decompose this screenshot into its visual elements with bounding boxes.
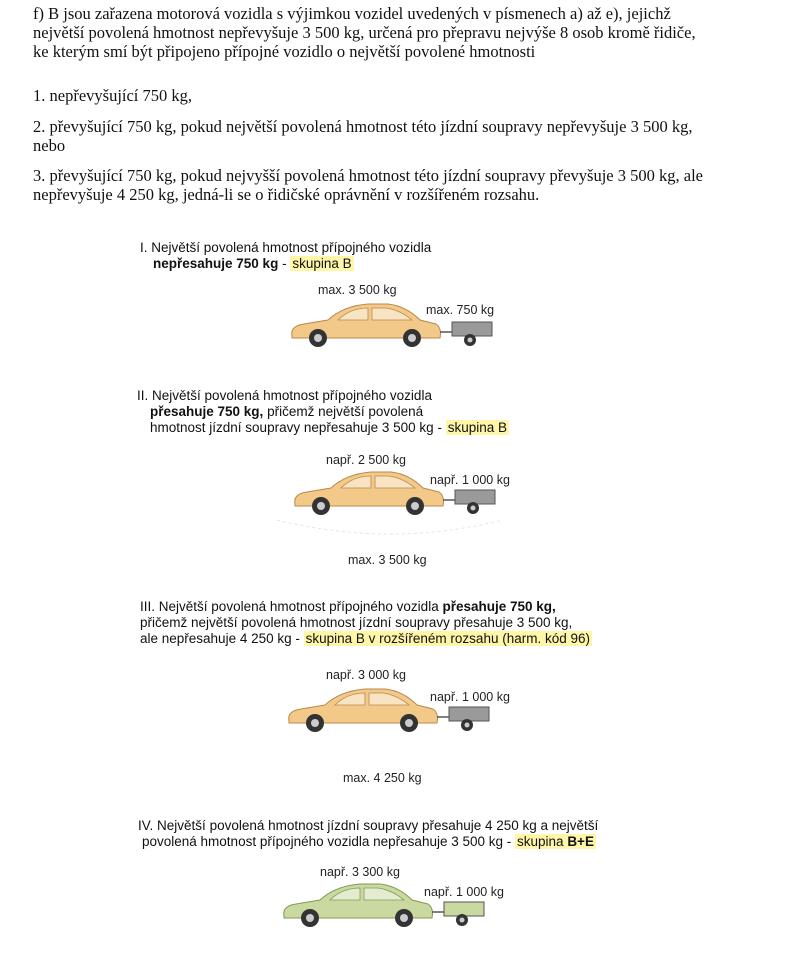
section-number: I. [140,240,148,255]
section-bold: přesahuje 750 kg, [150,404,264,419]
group-highlight-bold: B+E [567,834,594,849]
trailer-weight-label: max. 750 kg [426,303,495,317]
separator: - [278,256,291,271]
total-weight-label: max. 4 250 kg [343,771,422,785]
separator: - [291,631,304,646]
group-highlight: skupina B v rozšířeném rozsahu (harm. kód 96) [305,631,590,646]
group-highlight: skupina B [447,420,507,435]
total-weight-label: max. 3 500 kg [348,553,427,567]
trailer-illustration [444,902,484,926]
car-illustration [284,884,433,927]
section-line: přičemž největší povolená [263,404,424,419]
section-line: Největší povolená hmotnost přípojného vozidla [151,240,432,255]
car-weight-label: např. 3 000 kg [326,668,406,682]
intro-line: největší povolená hmotnost nepřevyšuje 3 500 kg, určená pro přepravu nejvýše 8 osob kromě řidiče, [33,23,696,42]
item-3 [33,166,703,204]
separator: - [503,834,516,849]
trailer-weight-label: např. 1 000 kg [430,473,510,487]
intro-paragraph [33,4,696,61]
section-line: přičemž největší povolená hmotnost jízdní soupravy přesahuje 3 500 kg, [140,615,573,630]
item-3-line: nepřevyšuje 4 250 kg, jedná-li se o řidičské oprávnění v rozšířeném rozsahu. [33,185,540,204]
trailer-illustration [455,490,495,514]
section-1-text [140,240,431,272]
car-with-trailer-illustration [278,878,492,930]
car-with-trailer-illustration [284,683,496,735]
car-illustration [295,472,444,515]
item-2-line: nebo [33,136,66,155]
item-2-line: 2. převyšující 750 kg, pokud největší povolená hmotnost této jízdní soupravy nepřevyšuje 3 500 kg, [33,117,693,136]
car-weight-label: např. 3 300 kg [320,865,400,879]
intro-line: ke kterým smí být připojeno přípojné vozidlo o největší povolené hmotnosti [33,42,536,61]
car-weight-label: max. 3 500 kg [318,283,397,297]
section-line: Největší povolená hmotnost přípojného vozidla [158,599,443,614]
section-bold: nepřesahuje 750 kg [153,256,279,271]
section-line: Největší povolená hmotnost přípojného vozidla [152,388,432,403]
item-3-line: 3. převyšující 750 kg, pokud nejvyšší povolená hmotnost této jízdní soupravy převyšuje 3 500 kg, ale [33,166,703,185]
trailer-weight-label: např. 1 000 kg [424,885,504,899]
item-2 [33,117,692,155]
total-bracket [275,518,505,546]
section-line: povolená hmotnost přípojného vozidla nepřesahuje 3 500 kg [142,834,504,849]
trailer-illustration [449,707,489,731]
group-highlight: skupina B [292,256,352,271]
section-bold: přesahuje 750 kg, [442,599,556,614]
section-number: II. [137,388,149,403]
section-number: IV. [138,818,154,833]
car-illustration [292,304,441,347]
section-2-text [137,388,509,436]
item-1: 1. nepřevyšující 750 kg, [33,86,193,105]
section-line: Největší povolená hmotnost jízdní soupravy přesahuje 4 250 kg a největší [157,818,599,833]
trailer-illustration [452,322,492,346]
intro-line: f) B jsou zařazena motorová vozidla s výjimkou vozidel uvedených v písmenech a) až e), jejichž [33,4,671,23]
car-with-trailer-illustration [290,466,502,518]
section-line: hmotnost jízdní soupravy nepřesahuje 3 500 kg [150,420,434,435]
trailer-weight-label: např. 1 000 kg [430,690,510,704]
car-illustration [289,689,438,732]
section-4-text [138,818,598,850]
section-3-text [140,599,592,647]
car-with-trailer-illustration [288,298,498,350]
group-highlight-text: skupina [517,834,568,849]
group-highlight [515,834,596,849]
section-line: ale nepřesahuje 4 250 kg [140,631,292,646]
car-weight-label: např. 2 500 kg [326,453,406,467]
separator: - [433,420,446,435]
section-number: III. [140,599,156,614]
